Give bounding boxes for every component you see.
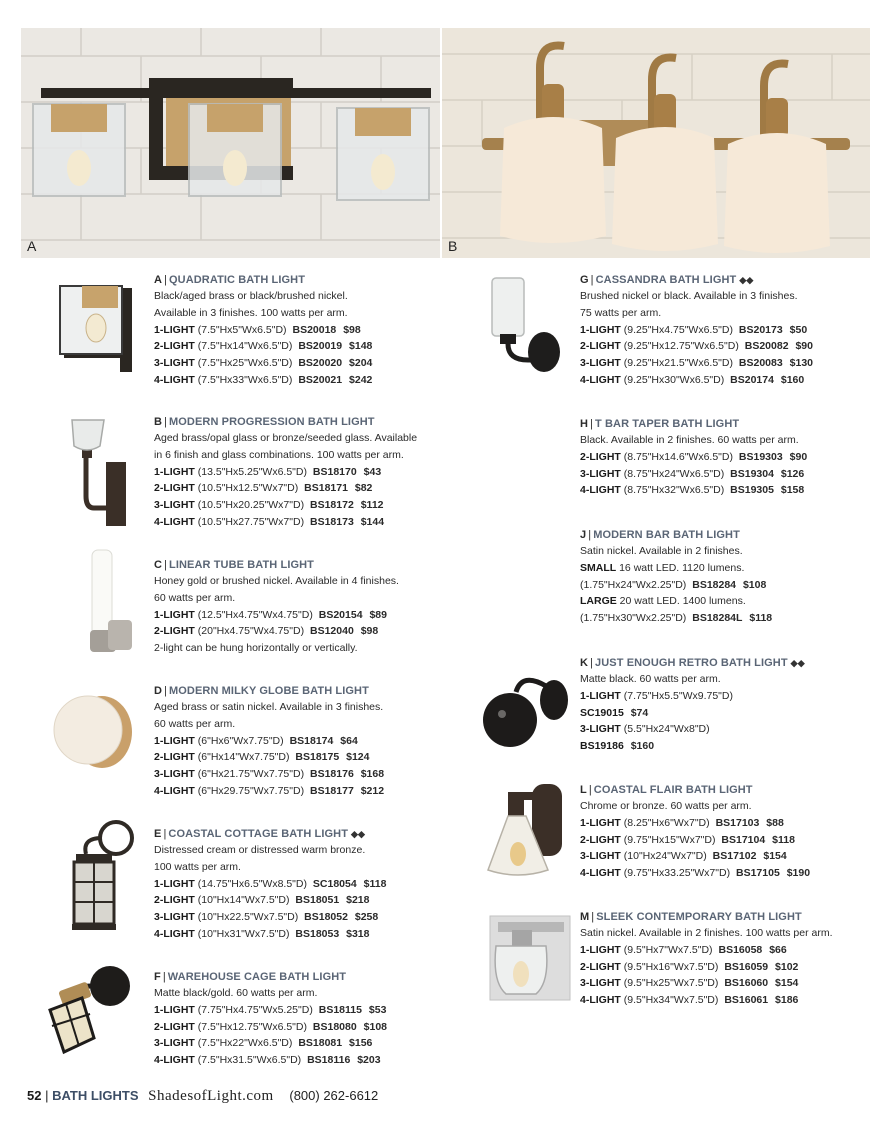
new-item-icon: ◆◆ xyxy=(739,275,754,285)
option-row: 1-LIGHT (8.25"Hx6"Wx7"D) BS17103 $88 xyxy=(580,816,784,829)
brand-url[interactable]: ShadesofLight.com xyxy=(148,1088,274,1104)
section-name: BATH LIGHTS xyxy=(52,1088,139,1103)
product-title: B | MODERN PROGRESSION BATH LIGHT xyxy=(154,416,375,428)
product-name: MODERN PROGRESSION BATH LIGHT xyxy=(169,416,375,428)
option-row: SC19015 $74 xyxy=(580,706,649,719)
product-letter: M xyxy=(580,911,590,923)
product-desc: Matte black. 60 watts per arm. xyxy=(580,673,721,685)
option-row: 4-LIGHT (6"Hx29.75"Wx7.75"D) BS18177 $212 xyxy=(154,784,385,797)
option-row: 2-LIGHT (6"Hx14"Wx7.75"D) BS18175 $124 xyxy=(154,751,370,764)
product-desc: Black/aged brass or black/brushed nickel. xyxy=(154,290,348,302)
product-j xyxy=(580,527,880,627)
sleek-contemporary-bath-light-thumb xyxy=(488,912,572,1004)
page-footer xyxy=(27,1088,378,1105)
option-row: 2-LIGHT (9.5"Hx16"Wx7.5"D) BS16059 $102 xyxy=(580,960,799,973)
footer-separator: | xyxy=(45,1088,49,1103)
product-desc: Black. Available in 2 finishes. 60 watts per arm. xyxy=(580,434,799,446)
product-desc: Brushed nickel or black. Available in 3 finishes. xyxy=(580,290,798,302)
option-row: 2-LIGHT (9.25"Hx12.75"Wx6.5"D) BS20082 $90 xyxy=(580,340,813,353)
product-m xyxy=(580,909,880,1009)
option-row: 3-LIGHT (10.5"Hx20.25"Wx7"D) BS18172 $112 xyxy=(154,499,384,512)
product-title: H | T BAR TAPER BATH LIGHT xyxy=(580,418,740,430)
product-desc: Aged brass or satin nickel. Available in 3 finishes. xyxy=(154,701,384,713)
product-name: CASSANDRA BATH LIGHT xyxy=(595,274,737,286)
option-row: 1-LIGHT (7.5"Hx5"Wx6.5"D) BS20018 $98 xyxy=(154,323,361,336)
hero-b-label: B xyxy=(448,238,458,254)
product-name: WAREHOUSE CAGE BATH LIGHT xyxy=(167,971,347,983)
option-row: 1-LIGHT (9.25"Hx4.75"Wx6.5"D) BS20173 $50 xyxy=(580,323,808,336)
hero-image-a xyxy=(21,28,440,258)
option-row: 1-LIGHT (7.75"Hx5.5"Wx9.75"D) xyxy=(580,689,733,702)
page-number: 52 xyxy=(27,1088,42,1103)
option-row: (1.75"Hx30"Wx2.25"D) BS18284L $118 xyxy=(580,612,773,625)
option-row: 2-LIGHT (7.5"Hx14"Wx6.5"D) BS20019 $148 xyxy=(154,340,373,353)
option-row: 1-LIGHT (14.75"Hx6.5"Wx8.5"D) SC18054 $118 xyxy=(154,877,387,890)
option-row: 3-LIGHT (6"Hx21.75"Wx7.75"D) BS18176 $168 xyxy=(154,768,385,781)
option-row: 4-LIGHT (9.25"Hx30"Wx6.5"D) BS20174 $160 xyxy=(580,373,805,386)
product-title: G | CASSANDRA BATH LIGHT ◆◆ xyxy=(580,274,754,286)
option-row: (1.75"Hx24"Wx2.25"D) BS18284 $108 xyxy=(580,578,767,591)
option-row: 2-LIGHT (8.75"Hx14.6"Wx6.5"D) BS19303 $90 xyxy=(580,450,808,463)
product-desc: Satin nickel. Available in 2 finishes. 100 watts per arm. xyxy=(580,927,833,939)
option-row: 1-LIGHT (7.75"Hx4.75"Wx5.25"D) BS18115 $53 xyxy=(154,1003,387,1016)
option-row: 3-LIGHT (7.5"Hx22"Wx6.5"D) BS18081 $156 xyxy=(154,1037,373,1050)
product-title: F | WAREHOUSE CAGE BATH LIGHT xyxy=(154,971,347,983)
product-desc: Aged brass/opal glass or bronze/seeded glass. Available xyxy=(154,432,418,444)
product-letter: B xyxy=(154,416,163,428)
option-row: 3-LIGHT (7.5"Hx25"Wx6.5"D) BS20020 $204 xyxy=(154,357,373,370)
product-letter: H xyxy=(580,418,589,430)
product-letter: J xyxy=(580,529,587,541)
product-desc: Satin nickel. Available in 2 finishes. xyxy=(580,545,743,557)
product-k xyxy=(580,655,880,755)
product-letter: D xyxy=(154,685,163,697)
product-l xyxy=(580,782,880,882)
product-title: J | MODERN BAR BATH LIGHT xyxy=(580,529,740,541)
product-desc: 75 watts per arm. xyxy=(580,306,662,319)
product-desc: Available in 3 finishes. 100 watts per arm. xyxy=(154,306,348,319)
product-name: T BAR TAPER BATH LIGHT xyxy=(595,418,740,430)
option-row: 2-LIGHT (10"Hx14"Wx7.5"D) BS18051 $218 xyxy=(154,894,370,907)
product-d xyxy=(154,683,454,800)
product-desc: Chrome or bronze. 60 watts per arm. xyxy=(580,800,752,812)
size-row: LARGE 20 watt LED. 1400 lumens. xyxy=(580,595,746,608)
product-desc: Honey gold or brushed nickel. Available in 4 finishes. xyxy=(154,575,399,587)
option-row: 4-LIGHT (10"Hx31"Wx7.5"D) BS18053 $318 xyxy=(154,927,370,940)
product-name: QUADRATIC BATH LIGHT xyxy=(169,274,306,286)
product-letter: A xyxy=(154,274,163,286)
product-letter: G xyxy=(580,274,589,286)
option-row: 3-LIGHT (10"Hx24"Wx7"D) BS17102 $154 xyxy=(580,850,787,863)
product-letter: L xyxy=(580,784,587,796)
option-row: 1-LIGHT (6"Hx6"Wx7.75"D) BS18174 $64 xyxy=(154,734,358,747)
option-row: 1-LIGHT (12.5"Hx4.75"Wx4.75"D) BS20154 $89 xyxy=(154,608,387,621)
size-row: SMALL 16 watt LED. 1120 lumens. xyxy=(580,561,745,574)
option-row: 3-LIGHT (9.25"Hx21.5"Wx6.5"D) BS20083 $130 xyxy=(580,357,813,370)
product-letter: K xyxy=(580,657,589,669)
just-enough-retro-bath-light-thumb xyxy=(482,670,574,752)
product-letter: F xyxy=(154,971,161,983)
product-desc: 60 watts per arm. xyxy=(154,591,236,604)
product-title: C | LINEAR TUBE BATH LIGHT xyxy=(154,559,315,571)
option-row: 2-LIGHT (10.5"Hx12.5"Wx7"D) BS18171 $82 xyxy=(154,482,373,495)
product-e xyxy=(154,826,454,943)
product-b xyxy=(154,414,454,531)
cassandra-bath-light-thumb xyxy=(488,276,564,376)
product-desc: Matte black/gold. 60 watts per arm. xyxy=(154,987,318,999)
product-letter: C xyxy=(154,559,163,571)
product-h xyxy=(580,416,880,499)
quadratic-bath-light-thumb xyxy=(56,282,136,374)
hero-image-b xyxy=(442,28,870,258)
product-name: MODERN BAR BATH LIGHT xyxy=(593,529,740,541)
product-title: A | QUADRATIC BATH LIGHT xyxy=(154,274,306,286)
progression-bath-light-photo xyxy=(442,28,870,258)
product-letter: E xyxy=(154,828,162,840)
product-title: K | JUST ENOUGH RETRO BATH LIGHT ◆◆ xyxy=(580,657,805,669)
new-item-icon: ◆◆ xyxy=(351,829,366,839)
product-a xyxy=(154,272,454,389)
option-row: 3-LIGHT (10"Hx22.5"Wx7.5"D) BS18052 $258 xyxy=(154,911,379,924)
product-title: M | SLEEK CONTEMPORARY BATH LIGHT xyxy=(580,911,802,923)
option-row: 4-LIGHT (7.5"Hx31.5"Wx6.5"D) BS18116 $203 xyxy=(154,1054,381,1067)
product-name: JUST ENOUGH RETRO BATH LIGHT xyxy=(595,657,788,669)
quadratic-bath-light-photo xyxy=(21,28,440,258)
product-name: LINEAR TUBE BATH LIGHT xyxy=(169,559,315,571)
milky-globe-bath-light-thumb xyxy=(52,690,138,770)
option-row: 1-LIGHT (9.5"Hx7"Wx7.5"D) BS16058 $66 xyxy=(580,943,787,956)
option-row: 1-LIGHT (13.5"Hx5.25"Wx6.5"D) BS18170 $43 xyxy=(154,465,382,478)
linear-tube-bath-light-thumb xyxy=(84,548,134,656)
hero-a-label: A xyxy=(27,238,37,254)
product-name: COASTAL COTTAGE BATH LIGHT xyxy=(168,828,349,840)
option-row: 4-LIGHT (9.75"Hx33.25"Wx7"D) BS17105 $190 xyxy=(580,867,811,880)
option-row: 3-LIGHT (9.5"Hx25"Wx7.5"D) BS16060 $154 xyxy=(580,977,799,990)
option-row: 3-LIGHT (5.5"Hx24"Wx8"D) xyxy=(580,723,710,736)
product-title: L | COASTAL FLAIR BATH LIGHT xyxy=(580,784,753,796)
new-item-icon: ◆◆ xyxy=(790,658,805,668)
product-f xyxy=(154,969,454,1069)
product-g xyxy=(580,272,880,389)
product-note: 2-light can be hung horizontally or vertically. xyxy=(154,642,358,655)
warehouse-cage-bath-light-thumb xyxy=(42,964,132,1058)
option-row: BS19186 $160 xyxy=(580,740,655,753)
modern-progression-bath-light-thumb xyxy=(64,416,130,530)
phone-number[interactable]: (800) 262-6612 xyxy=(289,1088,379,1103)
product-title: D | MODERN MILKY GLOBE BATH LIGHT xyxy=(154,685,369,697)
option-row: 4-LIGHT (8.75"Hx32"Wx6.5"D) BS19305 $158 xyxy=(580,484,805,497)
product-desc: Distressed cream or distressed warm bronze. xyxy=(154,844,366,856)
product-title: E | COASTAL COTTAGE BATH LIGHT ◆◆ xyxy=(154,828,366,840)
option-row: 4-LIGHT (10.5"Hx27.75"Wx7"D) BS18173 $144 xyxy=(154,515,385,528)
product-name: MODERN MILKY GLOBE BATH LIGHT xyxy=(169,685,369,697)
option-row: 4-LIGHT (7.5"Hx33"Wx6.5"D) BS20021 $242 xyxy=(154,373,373,386)
option-row: 4-LIGHT (9.5"Hx34"Wx7.5"D) BS16061 $186 xyxy=(580,994,799,1007)
coastal-flair-bath-light-thumb xyxy=(484,782,568,882)
product-name: COASTAL FLAIR BATH LIGHT xyxy=(593,784,753,796)
option-row: 2-LIGHT (7.5"Hx12.75"Wx6.5"D) BS18080 $108 xyxy=(154,1020,387,1033)
coastal-cottage-bath-light-thumb xyxy=(68,820,136,932)
product-desc: 60 watts per arm. xyxy=(154,717,236,730)
option-row: 2-LIGHT (9.75"Hx15"Wx7"D) BS17104 $118 xyxy=(580,833,795,846)
product-desc: 100 watts per arm. xyxy=(154,860,241,873)
option-row: 3-LIGHT (8.75"Hx24"Wx6.5"D) BS19304 $126 xyxy=(580,467,805,480)
product-name: SLEEK CONTEMPORARY BATH LIGHT xyxy=(596,911,802,923)
product-desc: in 6 finish and glass combinations. 100 watts per arm. xyxy=(154,448,404,461)
option-row: 2-LIGHT (20"Hx4.75"Wx4.75"D) BS12040 $98 xyxy=(154,625,379,638)
product-c xyxy=(154,557,454,657)
